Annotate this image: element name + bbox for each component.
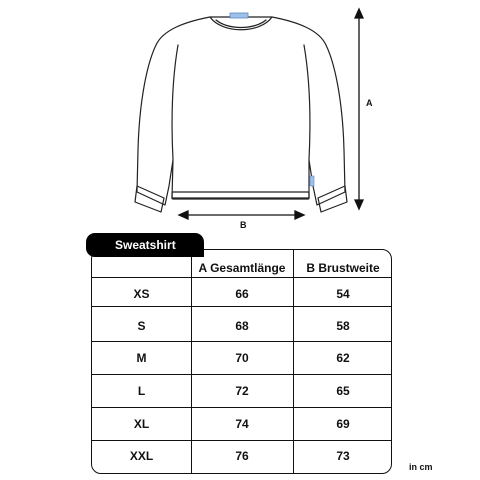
right-cuff (318, 186, 347, 212)
row-l-size: L (137, 384, 146, 398)
row-xl-a: 74 (235, 417, 249, 431)
row-m-a: 70 (235, 351, 249, 365)
table-title-tab: Sweatshirt (86, 233, 204, 257)
header-b-brustweite: B Brustweite (306, 261, 380, 275)
neck-label-tag (230, 13, 248, 18)
row-m-size: M (136, 351, 147, 365)
unit-note: in cm (409, 462, 433, 472)
row-xs-b: 54 (336, 287, 350, 301)
left-cuff (135, 186, 164, 212)
row-xs-size: XS (133, 287, 150, 301)
row-xl-size: XL (133, 417, 150, 431)
row-xxl-a: 76 (235, 449, 249, 463)
row-s-a: 68 (235, 319, 249, 333)
row-l-a: 72 (235, 384, 249, 398)
row-xs-a: 66 (235, 287, 249, 301)
row-xl-b: 69 (336, 417, 350, 431)
dimension-a-label: A (366, 98, 373, 108)
row-xxl-size: XXL (129, 449, 154, 463)
size-table (91, 249, 392, 474)
side-tag (310, 176, 314, 186)
row-l-b: 65 (336, 384, 350, 398)
header-a-gesamtlaenge: A Gesamtlänge (198, 261, 286, 275)
row-xxl-b: 73 (336, 449, 350, 463)
row-m-b: 62 (336, 351, 350, 365)
row-s-size: S (137, 319, 146, 333)
dimension-b-label: B (240, 220, 247, 230)
row-s-b: 58 (336, 319, 350, 333)
